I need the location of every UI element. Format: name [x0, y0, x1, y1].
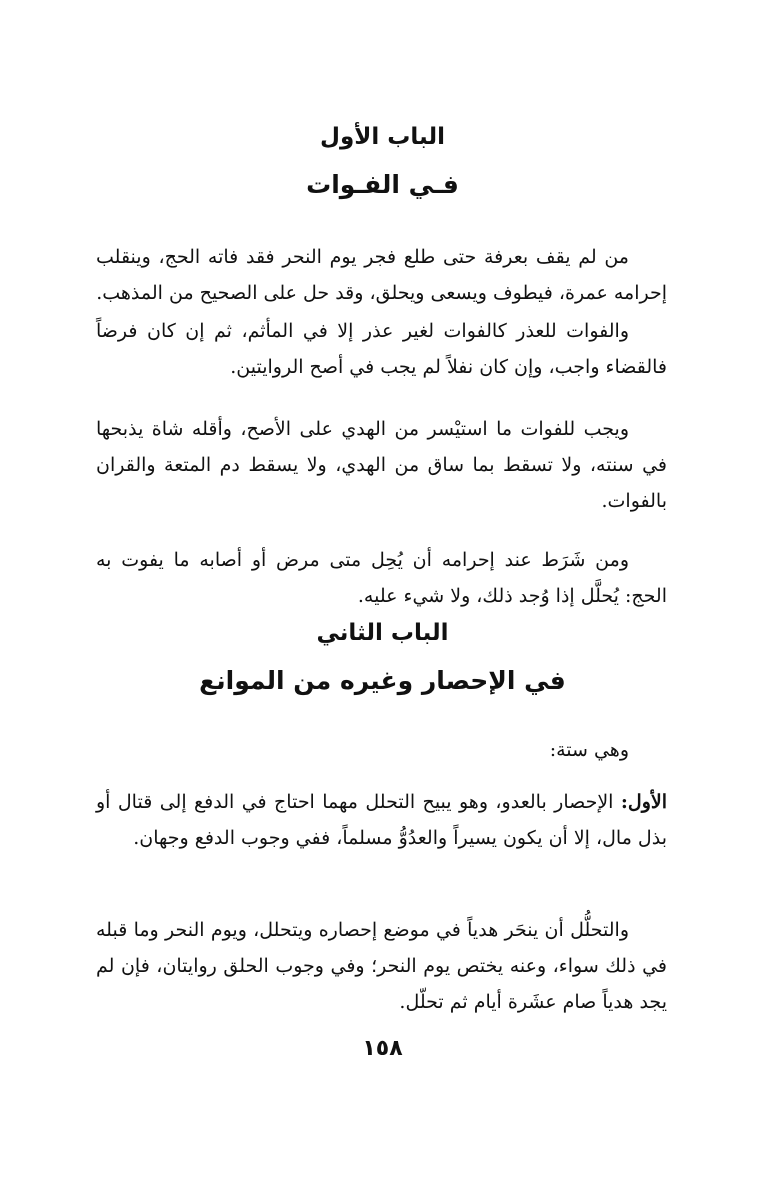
paragraph-intro: وهي ستة:: [549, 739, 629, 761]
paragraph-missing-arafah: من لم يقف بعرفة حتى طلع فجر يوم النحر فقد فاته الحج، وينقلب إحرامه عمرة، فيطوف ويسعى ويحلق، وقد حل على الصحيح من المذهب.: [96, 246, 667, 304]
paragraph-release: والتحلُّل أن ينحَر هدياً في موضع إحصاره ويتحلل، ويوم النحر وما قبله في ذلك سواء، وعنه يختص يوم النحر؛ وفي وجوب الحلق روايتان، فإن لم يجد هدياً صام عشَرة أيام ثم تحلّل.: [96, 919, 667, 1013]
chapter-subtitle: فـي الفـوات: [306, 170, 459, 199]
paragraph-first-obstacle: [96, 784, 667, 856]
page-number: ١٥٨: [362, 1036, 403, 1061]
paragraph-sacrifice: ويجب للفوات ما استيْسر من الهدي على الأصح، وأقله شاة يذبحها في سنته، ولا تسقط بما ساق من الهدي، ولا يسقط دم المتعة والقران بالفوات.: [96, 418, 667, 512]
paragraph-body: الإحصار بالعدو، وهو يبيح التحلل مهما احتاج في الدفع إلى قتال أو بذل مال، إلا أن يكون يسيراً والعدُوُّ مسلماً، ففي وجوب الدفع وجهان.: [96, 791, 667, 849]
paragraph-excuse: والفوات للعذر كالفوات لغير عذر إلا في المأثم، ثم إن كان فرضاً فالقضاء واجب، وإن كان نفلاً لم يجب في أصح الروايتين.: [96, 320, 667, 378]
chapter-title: الباب الثاني: [316, 620, 449, 646]
paragraph-lead: الأول:: [620, 791, 667, 813]
chapter-subtitle: في الإحصار وغيره من الموانع: [199, 666, 566, 695]
chapter-title: الباب الأول: [320, 124, 445, 150]
paragraph-condition: ومن شَرَط عند إحرامه أن يُحِل متى مرض أو أصابه ما يفوت به الحج: يُحلَّل إذا وُجد ذلك، ولا شيء عليه.: [96, 549, 667, 607]
